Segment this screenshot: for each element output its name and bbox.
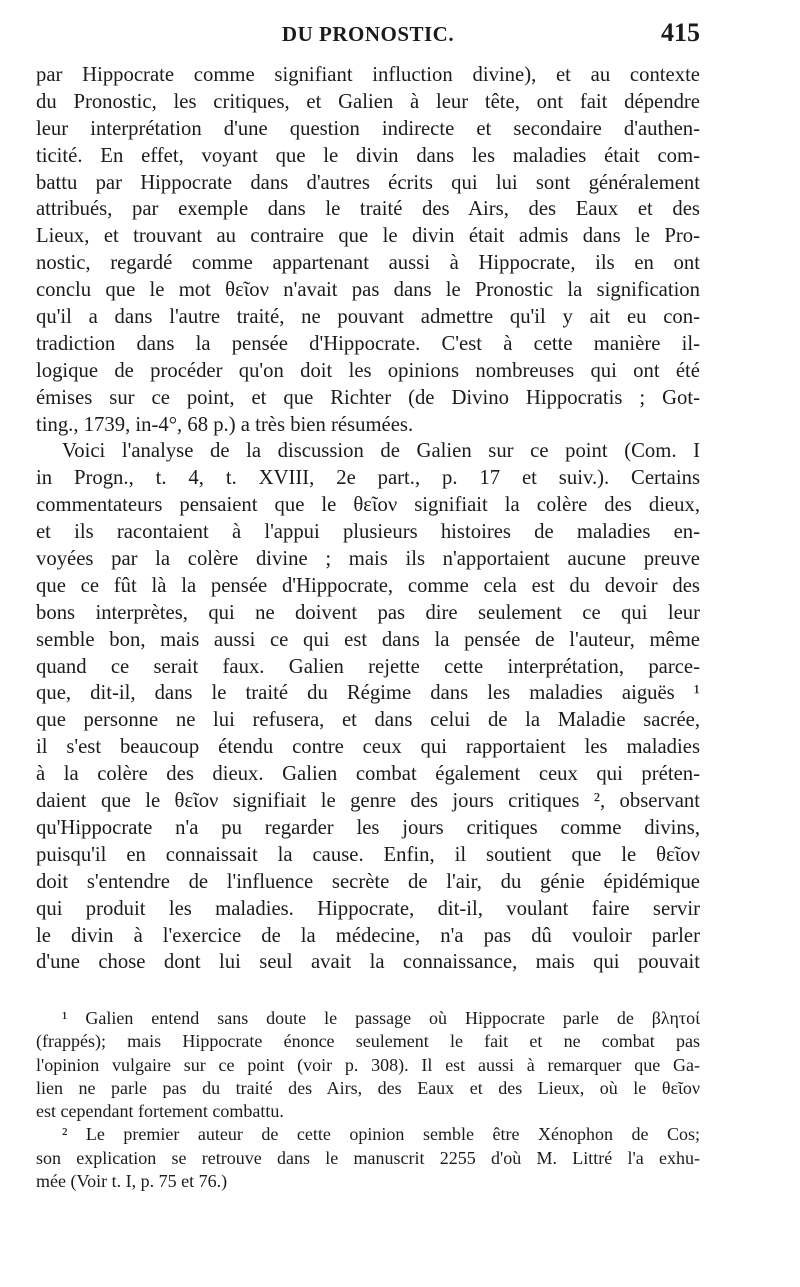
text-line: ting., 1739, in-4°, 68 p.) a très bien résumées. — [36, 413, 414, 436]
text-line: du Pronostic, les critiques, et Galien à leur tête, ont fait dépendre — [36, 90, 700, 113]
text-line: le divin à l'exercice de la médecine, n'a pas dû vouloir parler — [36, 924, 700, 947]
text-line: que, dit-il, dans le traité du Régime dans les maladies aiguës ¹ — [36, 682, 700, 705]
text-line: voyées par la colère divine ; mais ils n'apportaient aucune preuve — [36, 548, 700, 571]
text-line: Lieux, et trouvant au contraire que le divin était admis dans le Pro- — [36, 225, 700, 248]
text-line: d'une chose dont lui seul avait la connaissance, mais qui pouvait — [36, 951, 700, 974]
text-line: semble bon, mais aussi ce qui est dans la pensée de l'auteur, même — [36, 628, 700, 651]
text-line: commentateurs pensaient que le θεῖον signifiait la colère des dieux, — [36, 494, 700, 517]
footnote-line: (frappés); mais Hippocrate énonce seulement le fait et ne combat pas — [36, 1031, 700, 1052]
text-line: qui produit les maladies. Hippocrate, dit-il, voulant faire servir — [36, 897, 700, 920]
text-line: tradiction dans la pensée d'Hippocrate. C'est à cette manière il- — [36, 332, 700, 355]
footnote-line: ² Le premier auteur de cette opinion semble être Xénophon de Cos; — [62, 1124, 700, 1145]
text-line: à la colère des dieux. Galien combat également ceux qui préten- — [36, 763, 700, 786]
page-number: 415 — [661, 18, 700, 47]
text-line: qu'Hippocrate n'a pu regarder les jours critiques comme divins, — [36, 816, 700, 839]
text-line: doit s'entendre de l'influence secrète de l'air, du génie épidémique — [36, 870, 700, 893]
footnote-line: l'opinion vulgaire sur ce point (voir p. 308). Il est aussi à remarquer que Ga- — [36, 1054, 700, 1075]
text-line: puisqu'il en connaissait la cause. Enfin, il soutient que le θεῖον — [36, 843, 700, 866]
text-line: nostic, regardé comme appartenant aussi à Hippocrate, ils en ont — [36, 252, 700, 275]
text-line: conclu que le mot θεῖον n'avait pas dans le Pronostic la signification — [36, 279, 700, 302]
text-line: daient que le θεῖον signifiait le genre des jours critiques ², observant — [36, 790, 700, 813]
running-head: DU PRONOSTIC. — [281, 22, 455, 46]
text-line: qu'il a dans l'autre traité, ne pouvant admettre qu'il y ait eu con- — [36, 306, 700, 329]
footnote-line: son explication se retrouve dans le manuscrit 2255 d'où M. Littré l'a exhu- — [36, 1147, 700, 1168]
text-line: Voici l'analyse de la discussion de Galien sur ce point (Com. I — [62, 440, 700, 463]
text-line: que personne ne lui refusera, et dans celui de la Maladie sacrée, — [36, 709, 700, 732]
text-line: que ce fût là la pensée d'Hippocrate, comme cela est du devoir des — [36, 574, 700, 597]
text-line: leur interprétation d'une question indirecte et secondaire d'authen- — [36, 117, 700, 140]
footnote-line: lien ne parle pas du traité des Airs, des Eaux et des Lieux, où le θεῖον — [36, 1077, 700, 1098]
text-line: ticité. En effet, voyant que le divin dans les maladies était com- — [36, 144, 700, 167]
footnote-line: mée (Voir t. I, p. 75 et 76.) — [36, 1171, 228, 1192]
text-line: in Progn., t. 4, t. XVIII, 2e part., p. 17 et suiv.). Certains — [36, 467, 700, 490]
text-line: émises sur ce point, et que Richter (de Divino Hippocratis ; Got- — [36, 386, 700, 409]
text-line: battu par Hippocrate dans d'autres écrits qui lui sont généralement — [36, 171, 700, 194]
footnote-line: ¹ Galien entend sans doute le passage où Hippocrate parle de βλητοί — [62, 1008, 700, 1028]
text-line: par Hippocrate comme signifiant influction divine), et au contexte — [36, 64, 700, 86]
text-line: logique de procéder qu'on doit les opinions nombreuses qui ont été — [36, 359, 700, 382]
footnotes — [36, 1007, 700, 1193]
footnote-line: est cependant fortement combattu. — [36, 1101, 284, 1122]
body-text — [36, 62, 700, 976]
text-line: quand ce serait faux. Galien rejette cette interprétation, parce- — [36, 655, 700, 678]
text-line: il s'est beaucoup étendu contre ceux qui rapportaient les maladies — [36, 736, 700, 759]
text-line: bons interprètes, qui ne doivent pas dire seulement ce qui leur — [36, 601, 700, 624]
text-line: et ils racontaient à l'appui plusieurs histoires de maladies en- — [36, 521, 700, 544]
text-line: attribués, par exemple dans le traité des Airs, des Eaux et des — [36, 198, 700, 221]
